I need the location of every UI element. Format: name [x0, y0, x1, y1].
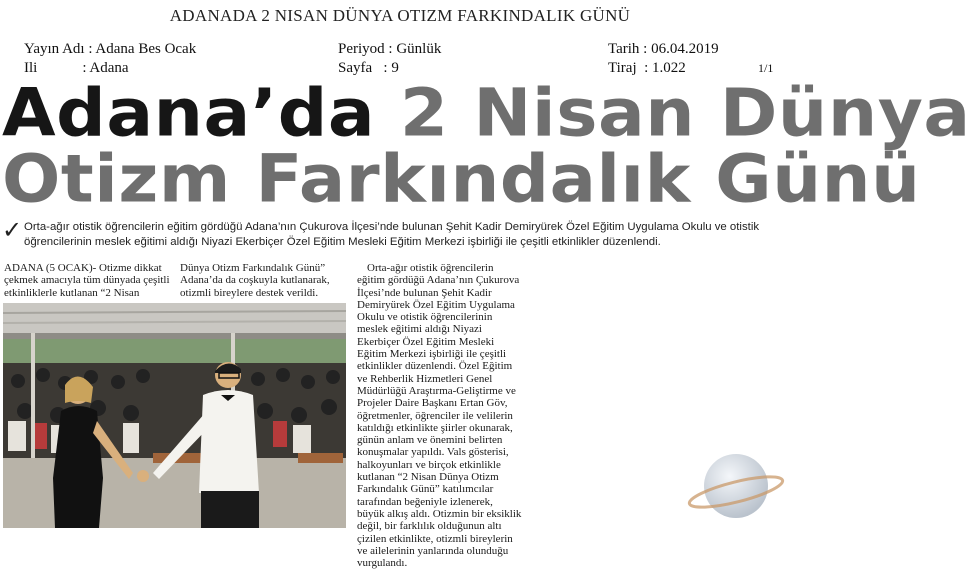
body-column-3: Orta-ağır otistik öğrencilerin eğitim gördüğü Adana’nın Çukurova İlçesi’nde bulunan Şehit Kadir Demiryürek Özel Eğitim Uygulama Okulu ve otistik öğrencilerinin meslek eğitimi aldığı Niyazi Ekerbiçer Özel Eğitim Mesleki Eğitim Merkezi işbirliği ile çeşitli etkinlikler düzenlendi. Özel Eğitim ve Rehberlik Hizmetleri Genel Müdürlüğü Araştırma-Geliştirme ve Projeler Daire Başkanı Ertan Göv, öğretmenler, öğrenciler ile velilerin katıldığı etkinlikte şiirler okunarak, günün anlam ve önemini belirten konuşmalar yapıldı. Vals gösterisi, halkoyunları ve birçok etkinlikle kutlanan “2 Nisan Dünya Otizm Farkındalık Günü” katılımcılar tarafından beğeniyle izlenerek, büyük alkış aldı. Otizmin bir eksiklik değil, bir farklılık olduğunun altı çizilen etkinlikte, otizmli bireylerin ve ailelerinin yanlarında olunduğu vurgulandı. [357, 262, 522, 569]
headline-line-1 [2, 74, 971, 152]
body-column-2: Dünya Otizm Farkındalık Günü” Adana’da da coşkuyla kutlanarak, otizmli bireylere destek verildi. [180, 262, 330, 299]
province: Ili : Adana [24, 60, 129, 76]
headline-gray-part: 2 Nisan Dünya [399, 74, 971, 152]
event-photo [3, 303, 346, 528]
checkmark-icon: ✓ [2, 216, 23, 244]
lead-paragraph: Orta-ağır otistik öğrencilerin eğitim gördüğü Adana’nın Çukurova İlçesi’nde bulunan Şehit Kadir Demiryürek Özel Eğitim Uygulama Okulu ve otistik öğrencilerinin meslek eğitimi aldığı Niyazi Ekerbiçer Özel Eğitim Mesleki Eğitim Merkezi işbirliği ile çeşitli etkinlikler düzenlendi. [24, 221, 760, 248]
page-number: Sayfa : 9 [338, 60, 399, 76]
period: Periyod : Günlük [338, 41, 442, 57]
date: Tarih : 06.04.2019 [608, 41, 719, 57]
publication-name: Yayın Adı : Adana Bes Ocak [24, 41, 197, 57]
headline-line-2: Otizm Farkındalık Günü [2, 140, 921, 218]
circulation: Tiraj : 1.022 [608, 60, 686, 76]
body-column-1: ADANA (5 OCAK)- Otizme dikkat çekmek amacıyla tüm dünyada çeşitli etkinliklerle kutlanan “2 Nisan [4, 262, 170, 299]
page-count: 1/1 [758, 61, 774, 75]
headline-dark-part: Adana’da [2, 74, 400, 152]
clipping-banner-title: ADANADA 2 NISAN DÜNYA OTIZM FARKINDALIK GÜNÜ [169, 6, 631, 25]
globe-logo-watermark [686, 452, 786, 522]
